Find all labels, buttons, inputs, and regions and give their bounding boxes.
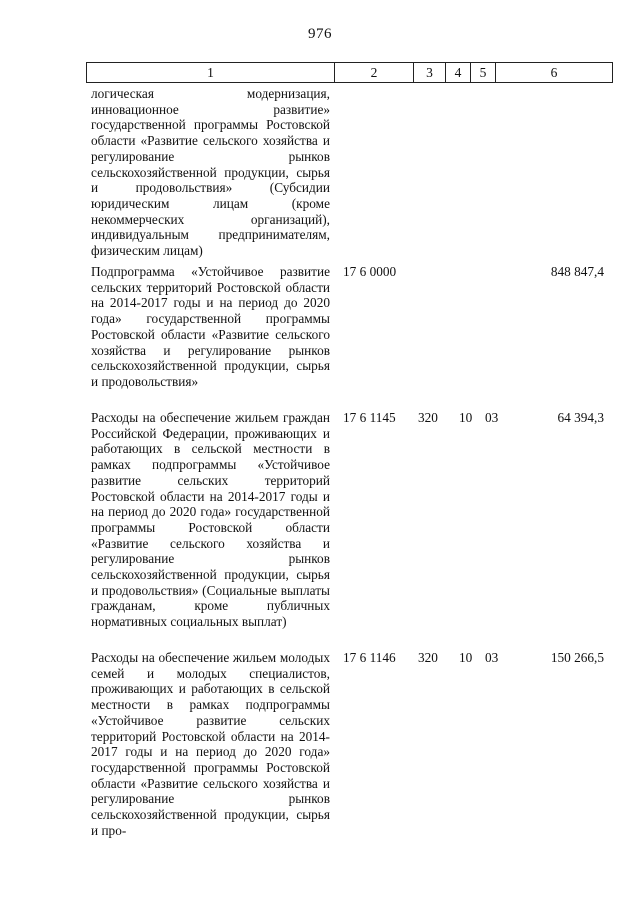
row-pr: 03 (485, 650, 499, 665)
row-code: 17 6 1146 (343, 650, 396, 665)
page-number: 976 (308, 26, 332, 42)
row-vr: 320 (418, 410, 438, 425)
header-col-2: 2 (334, 63, 413, 82)
row-vr: 320 (418, 650, 438, 665)
row-code: 17 6 1145 (343, 410, 396, 425)
row-description: логическая модернизация, инновационное развитие» государственной программы Ростовской области «Развитие сельского хозяйства и регулирование рынков сельскохозяйственной продукции, сырья и продовольствия» (Субсидии юридическим лицам (кроме некоммерческих организаций), индивидуальным предпринимателям, физическим лицам) (91, 86, 330, 259)
header-col-4: 4 (445, 63, 470, 82)
row-description: Расходы на обеспечение жильем граждан Российской Федерации, проживающих и работающих в сельской местности в рамках подпрограммы «Устойчивое развитие сельских территорий Ростовской области на 2014-2017 годы и на период до 2020 года» государственной программы Ростовской области «Развитие сельского хозяйства и регулирование рынков сельскохозяйственной продукции, сырья и продовольствия» (Социальные выплаты гражданам, кроме публичных нормативных социальных выплат) (91, 410, 330, 630)
header-col-5: 5 (470, 63, 495, 82)
header-col-3: 3 (413, 63, 445, 82)
row-sum: 64 394,3 (557, 410, 604, 425)
row-pr: 03 (485, 410, 499, 425)
header-col-6: 6 (495, 63, 613, 82)
table-header (86, 62, 613, 83)
row-description: Расходы на обеспечение жильем молодых семей и молодых специалистов, проживающих и работающих в сельской местности в рамках подпрограммы «Устойчивое развитие сельских территорий Ростовской области на 2014-2017 годы и на период до 2020 года» государственной программы Ростовской области «Развитие сельского хозяйства и регулирование рынков сельскохозяйственной продукции, сырья и про- (91, 650, 330, 838)
row-rz: 10 (459, 650, 473, 665)
row-code: 17 6 0000 (343, 264, 397, 279)
header-col-1: 1 (86, 63, 334, 82)
row-rz: 10 (459, 410, 473, 425)
row-sum: 150 266,5 (550, 650, 604, 665)
row-sum: 848 847,4 (550, 264, 604, 279)
row-description: Подпрограмма «Устойчивое развитие сельских территорий Ростовской области на 2014-2017 годы и на период до 2020 года» государственной программы Ростовской области «Развитие сельского хозяйства и регулирование рынков сельскохозяйственной продукции, сырья и продовольствия» (91, 264, 330, 389)
